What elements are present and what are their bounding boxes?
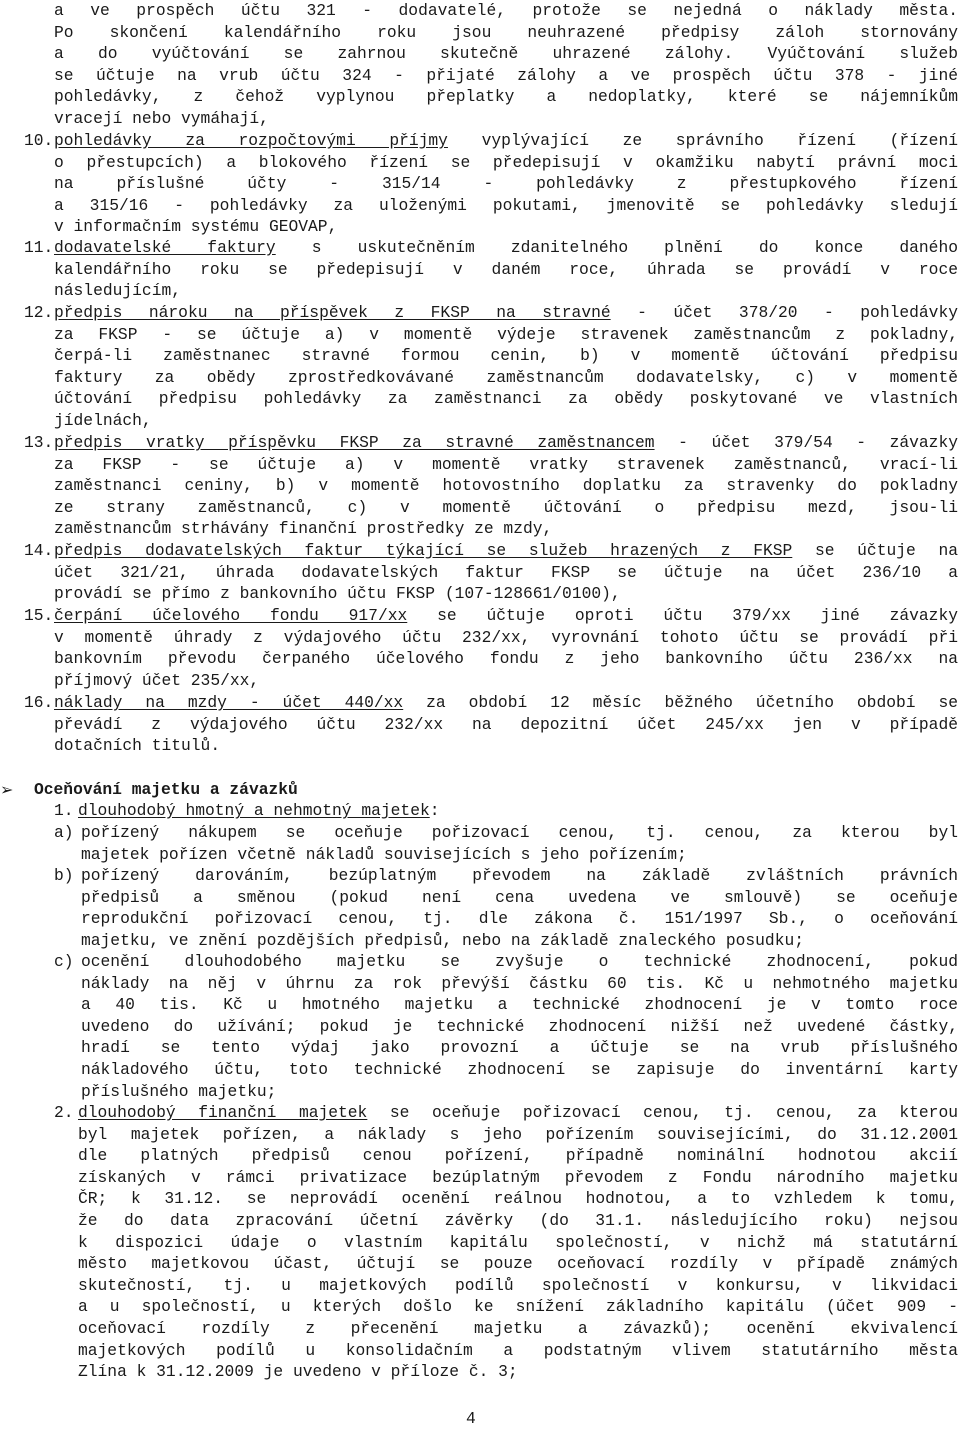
text-line: bankovním převodu čerpaného účelového fondu z jeho bankovního účtu 236/xx na bbox=[54, 649, 958, 669]
subsection-number: 1. bbox=[54, 801, 74, 820]
text-line: příjmový účet 235/xx, bbox=[54, 670, 260, 690]
text-line bbox=[54, 237, 958, 259]
text-line: na příslušné účty - 315/14 - pohledávky z přestupkového řízení bbox=[54, 174, 958, 194]
text-line: účet 321/21, úhrada dodavatelských faktur FKSP se účtuje na účet 236/10 a bbox=[54, 562, 958, 582]
text-line: se účtuje na vrub účtu 324 - přijaté zálohy a ve prospěch účtu 378 - jiné bbox=[54, 65, 958, 85]
item-number: 14. bbox=[24, 541, 54, 560]
text-line: majetkových podílů u konsolidačním a podstatným vlivem statutárního města bbox=[78, 1340, 958, 1360]
text-line: o přestupcích) a blokového řízení se předepisují v okamžiku nabytí právní moci bbox=[54, 152, 958, 172]
item-heading: předpis vratky příspěvku FKSP za stravné zaměstnancem bbox=[54, 433, 655, 452]
item-heading: pohledávky za rozpočtovými příjmy bbox=[54, 131, 448, 150]
text-line bbox=[54, 302, 958, 324]
text-line: a 40 tis. Kč u hmotného majetku a technické zhodnocení je v tomto roce bbox=[81, 995, 958, 1015]
text-line: Zlína k 31.12.2009 je uvedeno v příloze č. 3; bbox=[78, 1362, 518, 1382]
text-line: nákladového účtu, toto technické zhodnocení se zapisuje do inventární karty bbox=[81, 1059, 958, 1079]
item-heading: předpis nároku na příspěvek z FKSP na stravné bbox=[54, 303, 611, 322]
text-line: předpisů a směnou (pokud není cena uvedena ve smlouvě) se oceňuje bbox=[81, 887, 958, 907]
text-line: následujícím, bbox=[54, 281, 182, 301]
item-heading: dodavatelské faktury bbox=[54, 238, 276, 257]
text-line: v momentě úhrady z výdajového účtu 232/xx, vyrovnání tohoto účtu se provádí při bbox=[54, 627, 958, 647]
section-title: Oceňování majetku a závazků bbox=[34, 780, 298, 799]
text-line bbox=[54, 540, 958, 562]
text-line: pořízený darováním, bezúplatným převodem na základě zvláštních právních bbox=[81, 866, 958, 885]
text-line: Po skončení kalendářního roku jsou neuhrazené předpisy záloh stornovány bbox=[54, 22, 958, 42]
entry-letter: c) bbox=[54, 952, 74, 971]
item-heading: čerpání účelového fondu 917/xx bbox=[54, 606, 408, 625]
text-line: příslušného majetku; bbox=[81, 1081, 277, 1101]
text-line: v informačním systému GEOVAP, bbox=[54, 217, 338, 237]
text-line bbox=[54, 130, 958, 152]
item-number: 11. bbox=[24, 238, 54, 257]
text-fragment: - účet 378/20 - pohledávky bbox=[610, 303, 958, 322]
text-line bbox=[54, 432, 958, 454]
text-line: vracejí nebo vymáhají, bbox=[54, 108, 269, 128]
text-line: majetek pořízen včetně nákladů souvisejících s jeho pořízením; bbox=[81, 844, 687, 864]
entry-letter: b) bbox=[54, 866, 74, 885]
section-heading bbox=[0, 779, 958, 801]
text-line: účtování předpisu pohledávky za zaměstnanci za obědy poskytované ve vlastních bbox=[54, 389, 958, 409]
text-line bbox=[54, 692, 958, 714]
text-line: zaměstnancům strhávány finanční prostředky ze mzdy, bbox=[54, 519, 553, 539]
text-line: reprodukční pořizovací cenou, tj. dle zákona č. 151/1997 Sb., o oceňování bbox=[81, 909, 958, 929]
intro-paragraph bbox=[54, 0, 958, 130]
text-line: a u společností, u kterých došlo ke snížení základního kapitálu (účet 909 - bbox=[78, 1297, 958, 1317]
text-line: získaných v rámci privatizace bezúplatným převodem z Fondu národního majetku bbox=[78, 1167, 958, 1187]
subsection-heading: dlouhodobý hmotný a nehmotný majetek bbox=[78, 801, 430, 820]
text-fragment: vyplývající ze správního řízení (řízení bbox=[447, 131, 958, 150]
text-line: ČR; k 31.12. se neprovádí ocenění reálnou hodnotou, a to vzhledem k tomu, bbox=[78, 1189, 958, 1209]
text-line: náklady na něj v úhrnu za rok převýší částku 60 tis. Kč u nehmotného majetku bbox=[81, 973, 958, 993]
text-line: k dispozici údaje o vlastním kapitálu společností, v nichž má statutární bbox=[78, 1232, 958, 1252]
item-number: 16. bbox=[24, 693, 54, 712]
item-number: 15. bbox=[24, 606, 54, 625]
text-fragment: s uskutečněním zdanitelného plnění do konce daného bbox=[275, 238, 958, 257]
subsection-heading: dlouhodobý finanční majetek bbox=[78, 1103, 368, 1122]
text-line: jídelnách, bbox=[54, 410, 152, 430]
text-fragment: za období 12 měsíc běžného účetního období se bbox=[403, 693, 958, 712]
arrow-bullet-icon: ➢ bbox=[0, 780, 14, 799]
text-line: že do data zpracování účetní závěrky (do 31.1. následujícího roku) nejsou bbox=[78, 1210, 958, 1230]
item-number: 12. bbox=[24, 303, 54, 322]
text-line: a ve prospěch účtu 321 - dodavatelé, protože se nejedná o náklady města. bbox=[54, 1, 958, 20]
text-line: byl majetek pořízen, a náklady s jeho pořízením souvisejícími, do 31.12.2001 bbox=[78, 1124, 958, 1144]
text-line: pohledávky, z čehož vyplynou přeplatky a nedoplatky, které se nájemníkům bbox=[54, 87, 958, 107]
text-line: a do vyúčtování se zahrnou skutečně uhrazené zálohy. Vyúčtování služeb bbox=[54, 44, 958, 64]
text-line bbox=[54, 605, 958, 627]
subsection-number: 2. bbox=[54, 1103, 74, 1122]
page-number: 4 bbox=[466, 1409, 476, 1428]
text-fragment: se účtuje oproti účtu 379/xx jiné závazky bbox=[407, 606, 958, 625]
text-fragment: : bbox=[429, 801, 440, 820]
text-line: kalendářního roku se předepisují v daném roce, úhrada se provádí v roce bbox=[54, 259, 958, 279]
text-line: skutečností, tj. u majetkových podílů společností v konkursu, v likvidaci bbox=[78, 1275, 958, 1295]
text-line: zaměstnanci ceniny, b) v momentě hotovostního doplatku za stravenky do pokladny bbox=[54, 476, 958, 496]
text-line: uvedeno do užívání; pokud je technické zhodnocení nižší než uvedené částky, bbox=[81, 1016, 958, 1036]
subsection-heading-line bbox=[78, 800, 440, 822]
text-line: dle platných předpisů cenou pořízení, případně nominální hodnotou akcií bbox=[78, 1146, 958, 1166]
text-line: za FKSP - se účtuje a) v momentě vratky stravenek zaměstnanců, vrací-li bbox=[54, 454, 958, 474]
text-line: za FKSP - se účtuje a) v momentě výdeje stravenek zaměstnancům z pokladny, bbox=[54, 324, 958, 344]
item-heading: předpis dodavatelských faktur týkající se služeb hrazených z FKSP bbox=[54, 541, 793, 560]
text-fragment: se oceňuje pořizovací cenou, tj. cenou, za kterou bbox=[367, 1103, 958, 1122]
text-line: ocenění dlouhodobého majetku se zvyšuje o technické zhodnocení, pokud bbox=[81, 952, 958, 971]
text-line: ze strany zaměstnanců, c) v momentě účtování o předpisu mezd, jsou-li bbox=[54, 497, 958, 517]
text-line: převádí z výdajového účtu 232/xx na depozitní účet 245/xx jen v případě bbox=[54, 714, 958, 734]
text-line: pořízený nákupem se oceňuje pořizovací cenou, tj. cenou, za kterou byl bbox=[81, 823, 958, 842]
item-number: 13. bbox=[24, 433, 54, 452]
text-fragment: se účtuje na bbox=[792, 541, 958, 560]
text-line: provádí se přímo z bankovního účtu FKSP (107-128661/0100), bbox=[54, 584, 621, 604]
text-line: dotačních titulů. bbox=[54, 736, 221, 756]
text-line: oceňovací rozdíly z přecenění majetku a závazků); ocenění ekvivalencí bbox=[78, 1318, 958, 1338]
text-fragment: - účet 379/54 - závazky bbox=[654, 433, 958, 452]
text-line: faktury za obědy zprostředkovávané zaměstnancům dodavatelsky, c) v momentě bbox=[54, 367, 958, 387]
item-heading: náklady na mzdy - účet 440/xx bbox=[54, 693, 404, 712]
text-line bbox=[78, 1102, 958, 1124]
item-number: 10. bbox=[24, 131, 54, 150]
text-line: čerpá-li zaměstnanec stravné formou cenin, b) v momentě účtování předpisu bbox=[54, 346, 958, 366]
text-line: město majetkovou účast, účtují se pouze oceňovací rozdíly v případě známých bbox=[78, 1254, 958, 1274]
text-line: majetku, ve znění pozdějších předpisů, nebo na základě znaleckého posudku; bbox=[81, 930, 805, 950]
text-line: hradí se tento výdaj jako provozní a účtuje se na vrub příslušného bbox=[81, 1038, 958, 1058]
text-line: a 315/16 - pohledávky za uloženými pokutami, jmenovitě se pohledávky sledují bbox=[54, 195, 958, 215]
entry-letter: a) bbox=[54, 823, 74, 842]
